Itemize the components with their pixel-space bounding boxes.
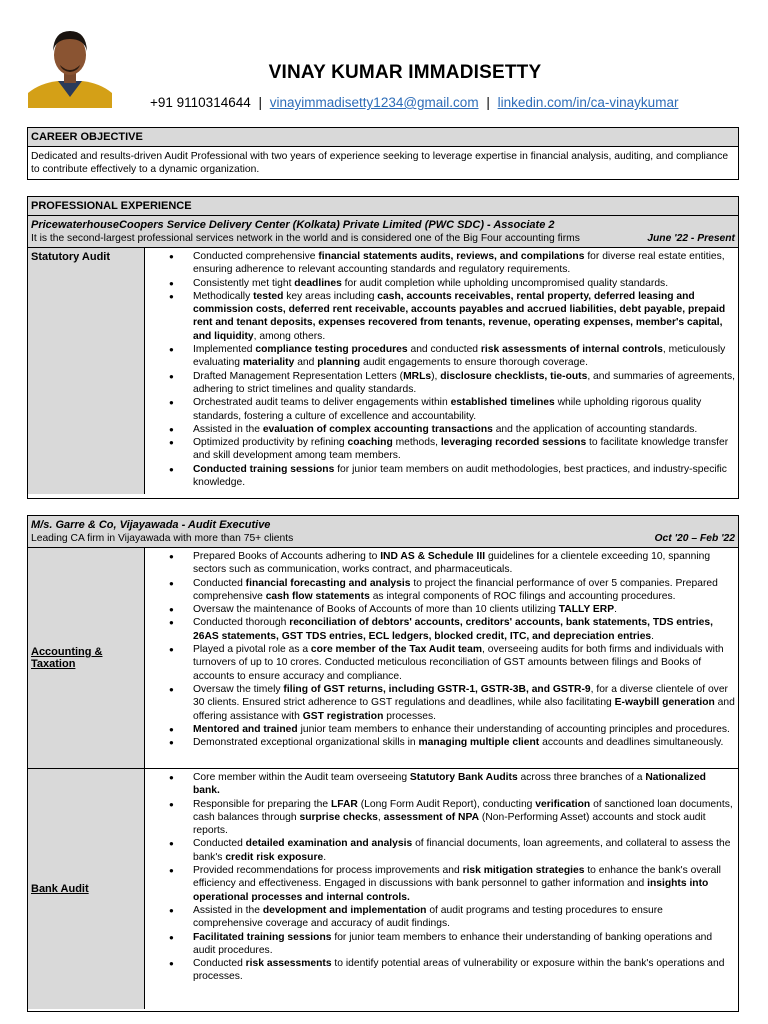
list-item: ● Assisted in the evaluation of complex accounting transactions and the application of accounting standards. (145, 423, 735, 436)
list-item: ● Oversaw the maintenance of Books of Accounts of more than 10 clients utilizing TALLY ERP. (145, 603, 735, 616)
company-title: M/s. Garre & Co, Vijayawada - Audit Executive (31, 519, 271, 531)
list-item: ● Implemented compliance testing procedures and conducted risk assessments of internal controls, meticulously evaluating materiality and planning audit engagements to ensure thorough coverage. (145, 343, 735, 370)
list-item: ● Methodically tested key areas including cash, accounts receivables, rental property, deferred leasing and commission costs, deferred rent receivable, accounts payables and accrued liabilities, debt payable, prepaid rent and tenant deposits, expenses recovered from tenants, revenue, operating expenses, member's capital, and liquidity, among others. (145, 290, 735, 343)
list-item: ● Demonstrated exceptional organizational skills in managing multiple client accounts and deadlines simultaneously. (145, 736, 735, 749)
list-item: ● Assisted in the development and implementation of audit programs and testing procedures to ensure comprehensive coverage and accuracy of audit findings. (145, 904, 735, 931)
career-objective-section (27, 127, 739, 180)
company-desc: It is the second-largest professional services network in the world and is considered one of the Big Four accounting firms (31, 233, 580, 244)
duty-list (145, 250, 735, 489)
linkedin-link[interactable]: linkedin.com/in/ca-vinaykumar (497, 95, 679, 110)
section-heading: CAREER OBJECTIVE (28, 128, 738, 147)
list-item: ● Conducted risk assessments to identify potential areas of vulnerability or exposure within the bank's operations and processes. (145, 957, 735, 984)
list-item: ● Optimized productivity by refining coaching methods, leveraging recorded sessions to facilitate knowledge transfer and skill development among team members. (145, 436, 735, 463)
job-dates: Oct '20 – Feb '22 (654, 533, 735, 544)
list-item: ● Provided recommendations for process improvements and risk mitigation strategies to enhance the bank's overall efficiency and effectiveness. Engaged in discussions with bank personnel to gather information and insights into operational processes and internal controls. (145, 864, 735, 904)
separator: | (486, 95, 490, 110)
list-item: ● Prepared Books of Accounts adhering to IND AS & Schedule III guidelines for a clientele exceeding 10, spanning sectors such as communication, works contract, and pharmaceuticals. (145, 550, 735, 577)
company-header (28, 216, 738, 248)
list-item: ● Consistently met tight deadlines for audit completion while upholding uncompromised quality standards. (145, 277, 735, 290)
list-item: ● Responsible for preparing the LFAR (Long Form Audit Report), conducting verification of sanctioned loan documents, cash balances through surprise checks, assessment of NPA (Non-Performing Asset) accounts and stock audit reports. (145, 798, 735, 838)
section-label: Statutory Audit (28, 248, 145, 494)
email-link[interactable]: vinayimmadisetty1234@gmail.com (269, 95, 479, 110)
objective-text: Dedicated and results-driven Audit Professional with two years of experience seeking to leverage expertise in financial analysis, auditing, and compliance to contribute effectively to a dynamic organization. (31, 151, 729, 176)
profile-photo (28, 25, 112, 108)
experience-garre (27, 515, 739, 1012)
list-item: ● Conducted training sessions for junior team members on audit methodologies, best practices, and industry-specific knowledge. (145, 463, 735, 490)
experience-pwc (27, 196, 739, 499)
list-item: ● Oversaw the timely filing of GST returns, including GSTR-1, GSTR-3B, and GSTR-9, for a diverse clientele of over 30 clients. Ensured strict adherence to GST regulations and deadlines, while also facilitating E-waybill generation and offering assistance with GST registration processes. (145, 683, 735, 723)
company-desc: Leading CA firm in Vijayawada with more than 75+ clients (31, 533, 294, 544)
list-item: ● Conducted detailed examination and analysis of financial documents, loan agreements, and collateral to assess the bank's credit risk exposure. (145, 837, 735, 864)
list-item: ● Drafted Management Representation Letters (MRLs), disclosure checklists, tie-outs, and summaries of agreements, adhering to strict timelines and quality standards. (145, 370, 735, 397)
list-item: ● Conducted thorough reconciliation of debtors' accounts, creditors' accounts, bank statements, TDS entries, 26AS statements, GST TDS entries, ECL ledgers, blocked credit, ITC, and depreciation entries. (145, 616, 735, 643)
duty-list (145, 550, 735, 749)
contact-line (150, 95, 720, 110)
duty-list (145, 771, 735, 984)
list-item: ● Facilitated training sessions for junior team members to enhance their understanding of banking operations and audit procedures. (145, 931, 735, 958)
phone-number: +91 9110314644 (150, 95, 251, 110)
list-item: ● Conducted comprehensive financial statements audits, reviews, and compilations for diverse real estate entities, ensuring adherence to relevant accounting standards and regulatory requirements. (145, 250, 735, 277)
job-dates: June '22 - Present (647, 233, 735, 244)
company-title: PricewaterhouseCoopers Service Delivery Center (Kolkata) Private Limited (PWC SDC) - Associate 2 (31, 219, 555, 231)
company-header (28, 516, 738, 548)
section-label: Bank Audit (28, 769, 145, 1009)
list-item: ● Mentored and trained junior team members to enhance their understanding of accounting principles and procedures. (145, 723, 735, 736)
list-item: ● Core member within the Audit team overseeing Statutory Bank Audits across three branches of a Nationalized bank. (145, 771, 735, 798)
candidate-name: VINAY KUMAR IMMADISETTY (268, 62, 542, 83)
list-item: ● Orchestrated audit teams to deliver engagements within established timelines while upholding rigorous quality standards, fostering a culture of excellence and accountability. (145, 396, 735, 423)
list-item: ● Played a pivotal role as a core member of the Tax Audit team, overseeing audits for both firms and individuals with turnovers of up to 10 crores. Conducted meticulous reconciliation of GST amounts between filings and Books of accounts to ensure accuracy and compliance. (145, 643, 735, 683)
list-item: ● Conducted financial forecasting and analysis to project the financial performance of over 5 companies. Prepared comprehensive cash flow statements as integral components of ROC filings and accounting procedures. (145, 577, 735, 604)
section-heading: PROFESSIONAL EXPERIENCE (28, 197, 738, 216)
section-label: Accounting & Taxation (28, 548, 145, 768)
separator: | (258, 95, 263, 110)
